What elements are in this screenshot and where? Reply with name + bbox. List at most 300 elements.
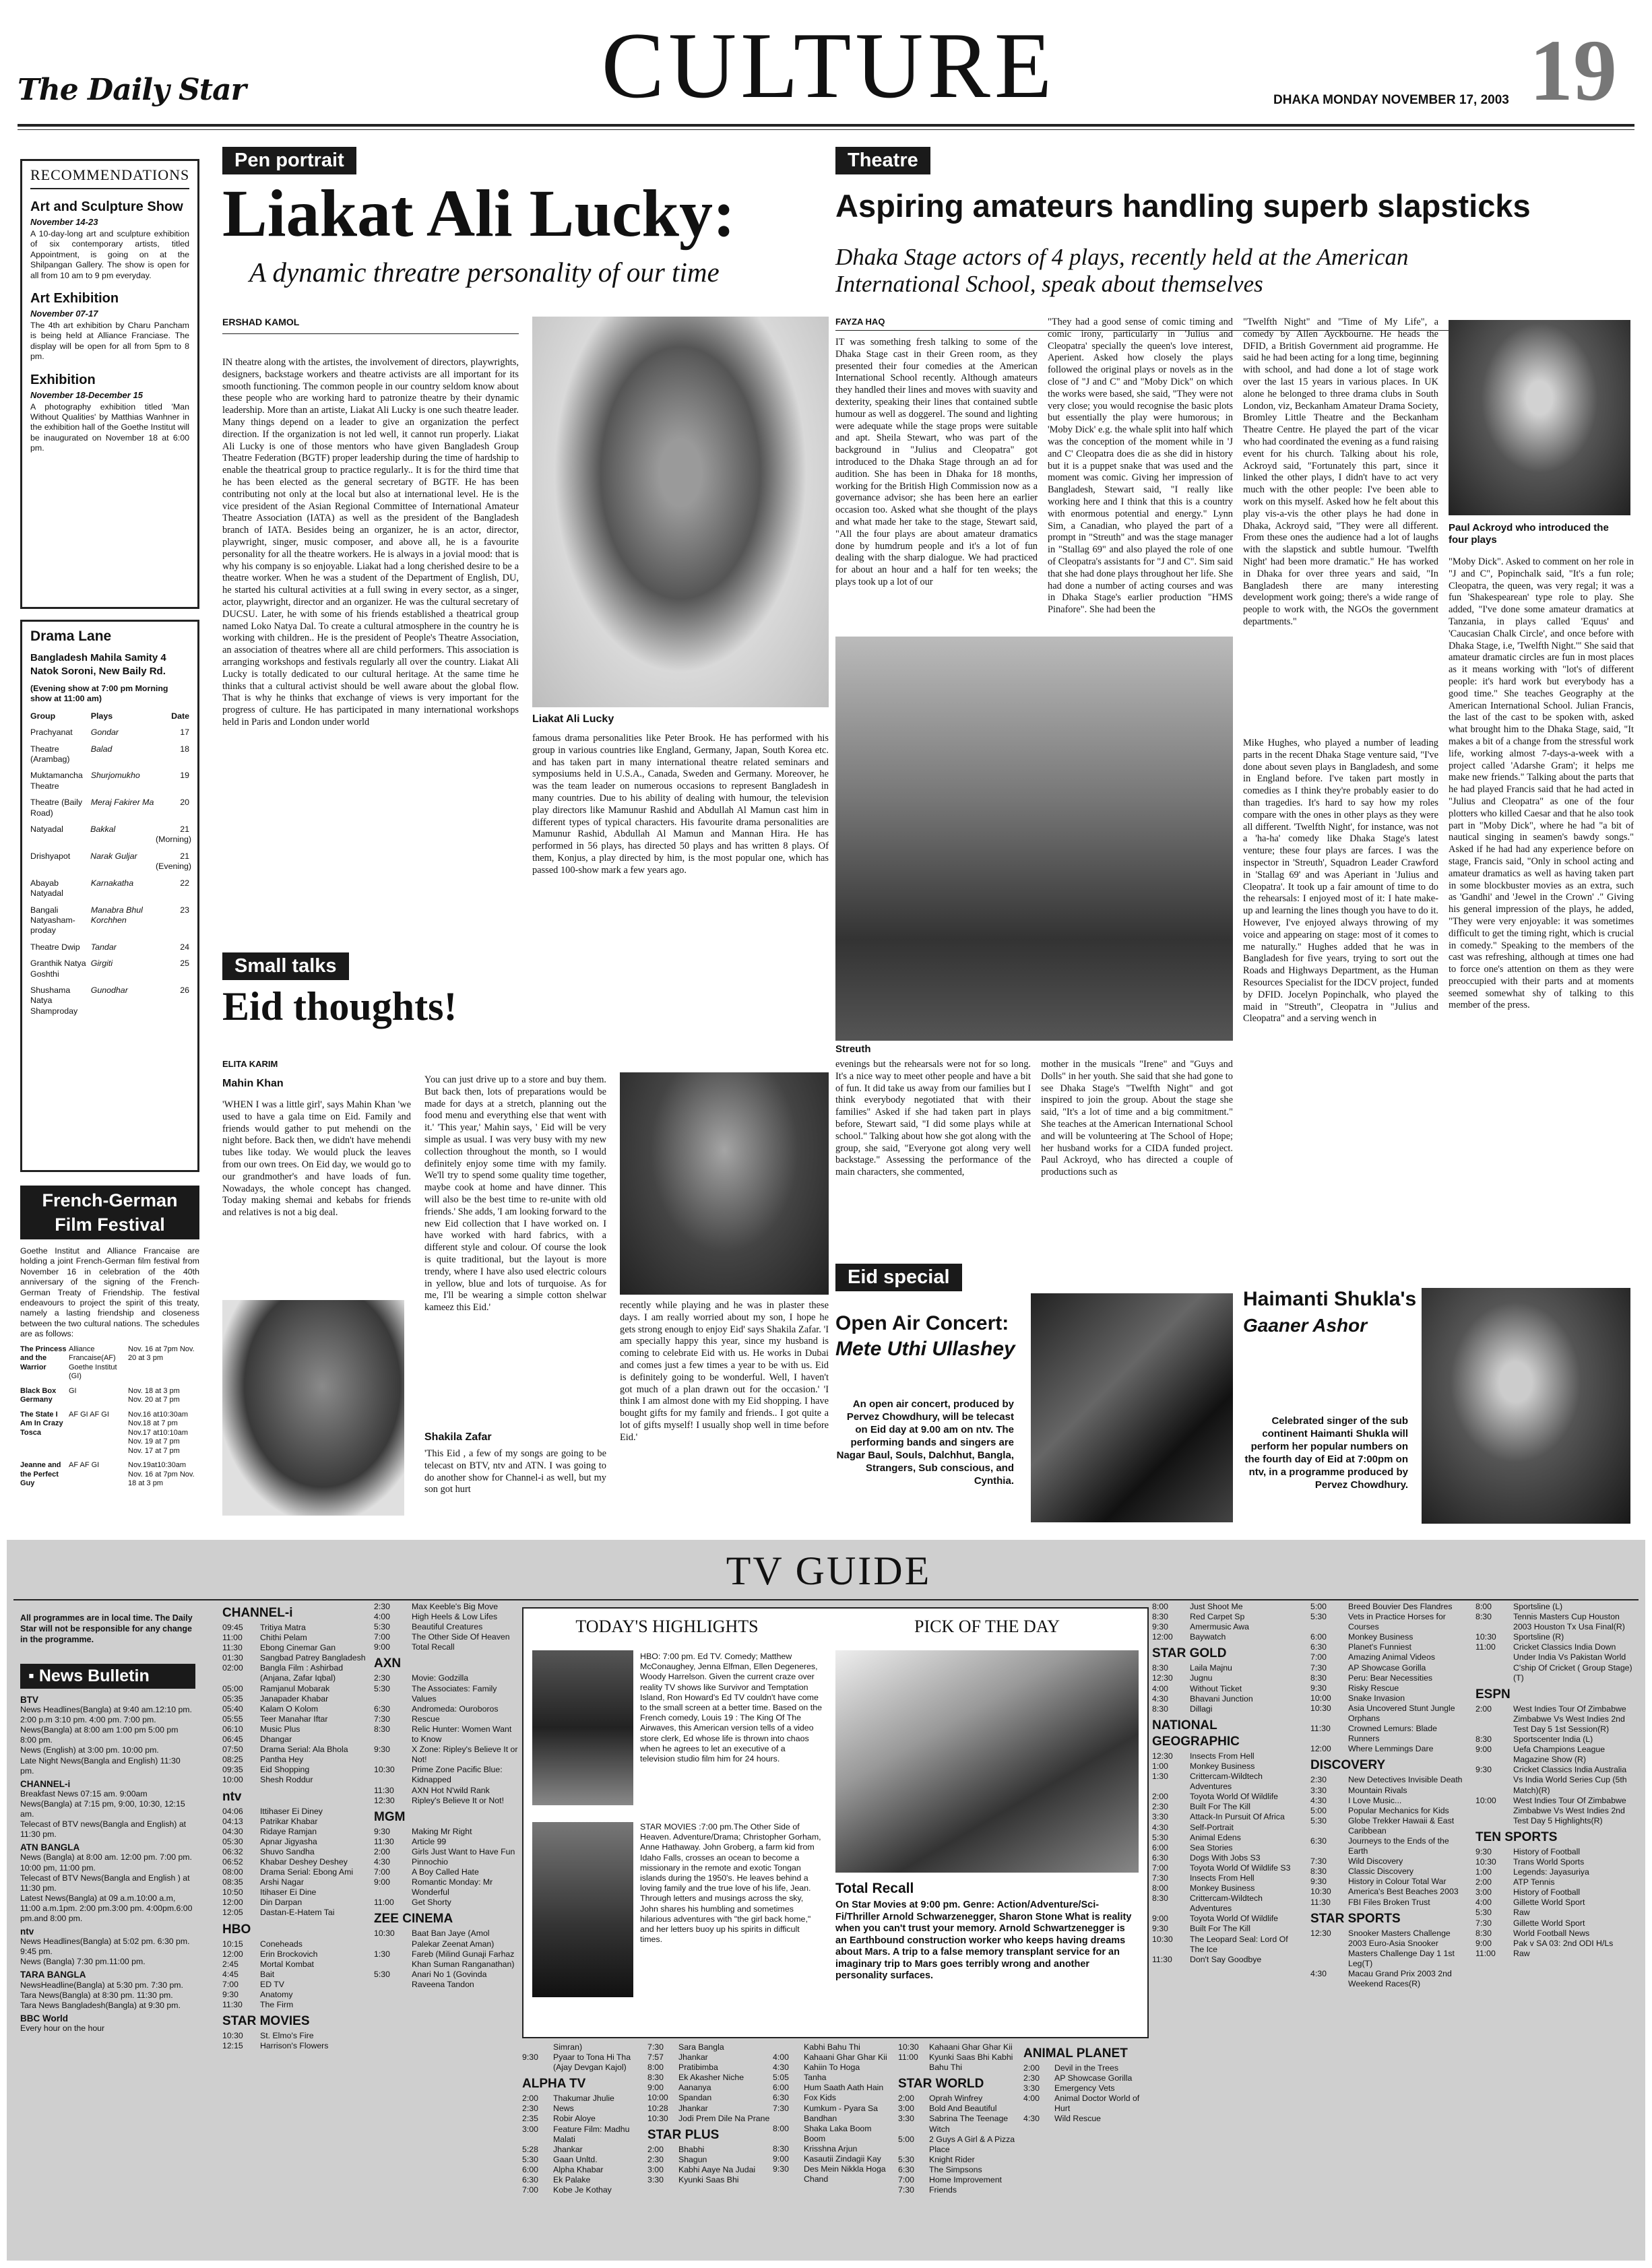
schedule-program: Relic Hunter: Women Want to Know [412,1724,512,1745]
schedule-program: Shesh Roddur [260,1775,313,1785]
drama-date: 23 [180,905,189,915]
bulletin-line: Breakfast News 07:15 am. 9:00am [20,1788,148,1799]
schedule-time: 6:30 [374,1704,390,1714]
channel-name: ntv [222,1789,242,1804]
bulletin-line: Telecast of BTV news(Bangla and English) at 11:30 pm. [20,1819,187,1840]
schedule-program: Gillette World Sport [1513,1898,1585,1908]
page-number: 19 [1529,22,1617,119]
drama-row [30,905,189,936]
schedule-program: Kahaani Ghar Ghar Kii [929,2042,1013,2052]
concert-text: An open air concert, produced by Pervez Chowdhury, will be telecast on Eid day at 9.00 am on ntv. The performing bands and singers are Nagar Baul, Souls, Dalchhut, Bangla, Strangers, Sub conscious, and Cynthia. [836,1398,1014,1487]
schedule-row [522,2114,645,2124]
schedule-time: 11:30 [222,1643,243,1653]
schedule-time: 8:30 [374,1724,390,1734]
drama-row [30,959,189,979]
bulletin-line: News Headlines(Bangla) at 5:02 pm. 6:30 pm. 9:45 pm. [20,1937,190,1957]
schedule-row [522,2052,645,2073]
rec-date: November 07-17 [30,309,98,319]
schedule-program: Kahiin To Hoga [804,2063,860,2073]
schedule-program: Self-Portrait [1190,1822,1234,1832]
bulletin-line: News (Bangla) 7:30 pm.11:00 pm. [20,1957,146,1967]
schedule-time: 9:00 [374,1642,390,1652]
schedule-time: 11:30 [374,1836,394,1846]
tv-guide-title: TV GUIDE [726,1549,932,1593]
mahin-khan-photo [222,1300,404,1516]
theatre-body-col1: IT was something fresh talking to some of the Dhaka Stage cast in their Green room, as they presented their four comedies at the American International School recently. Although amateurs they handled their lines and moves with suavity and dexterity, speaking their lines that contained subtle humour as well as doggerel. The sound and lighting were adequate while the stage props were suitable and apt. Sheila Stewart, who was part of the background in "Julius and Cleopatra" got introduced to the Dhaka Stage through an ad for audition. She has been in Dhaka for 18 months, working for the British High Commission now as a governance advisor; she has been here an earlier occasion too. Asked what she thought of the plays and what made her take to the stage, Stewart said, "All the four plays are about amateur dramatics done by humdrum people and it's a lot of fun dealing with the sharp dialogue. We had practiced for about an hour and a half for ten weeks; the plays took up a lot of our [835,337,1038,587]
schedule-program: Drama Serial: Ebong Ami [260,1867,354,1877]
film-dates: Nov. 18 at 3 pm Nov. 20 at 7 pm [128,1386,180,1404]
schedule-time: 2:30 [647,2154,664,2164]
schedule-row [1310,1744,1469,1754]
schedule-row [222,1939,367,1949]
schedule-row [1023,2063,1146,2073]
eid-body-col2b: 'This Eid , a few of my songs are going to be telecast on BTV, ntv and ATN. I was going to do another show for Channel-i as well, but my son got hurt [424,1448,606,1495]
schedule-program: Hum Saath Aath Hain [804,2083,884,2093]
portrait-photo-caption: Liakat Ali Lucky [532,713,614,725]
schedule-row [773,2164,895,2184]
tv-column-2 [374,1602,519,1990]
drama-play: Gondar [90,727,119,738]
schedule-row [1152,1612,1304,1622]
schedule-row [222,1990,367,2000]
highlight-ed-tv: HBO: 7:00 pm. Ed TV. Comedy; Matthew McConaughey, Jenna Elfman, Ellen Degeneres, Woody Harrelson. Given the current craze over reality TV shows like Survivor and Temptation Island, Ron Howard's Ed TV couldn't have come to the small screen at a better time. Based on the French comedy, Louis 19 : The King Of The Airwaves, this American version tells of a video store clerk, Ed whose life is thrown into chaos when he agrees to let an executive of a television studio film him for 24 hours. [640,1652,822,1764]
schedule-program: Arshi Nagar [260,1877,304,1887]
schedule-row [1310,1898,1469,1908]
channel-name: STAR WORLD [898,2077,984,2092]
schedule-row [1152,1694,1304,1704]
schedule-time: 10:30 [1310,1887,1331,1897]
drama-date: 24 [180,942,189,952]
bulletin-line: Every hour on the hour [20,2023,105,2033]
schedule-program: Insects From Hell [1190,1751,1254,1761]
schedule-program: Teer Manahar Iftar [260,1714,328,1724]
schedule-row [1152,1802,1304,1812]
schedule-row [374,1837,519,1847]
schedule-row [647,2052,770,2063]
schedule-program: History in Colour Total War [1348,1877,1447,1887]
tv-disclaimer: All programmes are in local time. The Daily Star will not be responsible for any change in the programme. [20,1613,193,1644]
rec-text: The 4th art exhibition by Charu Pancham is being held at Alliance Franciase. The display will be open for all from 5pm to 8 pm. [30,321,189,362]
schedule-program: High Heels & Low Lifes [412,1612,498,1622]
tv-bottom-column [773,2042,895,2184]
schedule-program: Laila Majnu [1190,1663,1232,1673]
schedule-time: 4:30 [374,1856,390,1867]
schedule-row [1475,1642,1637,1683]
schedule-program: Rescue [412,1714,440,1724]
schedule-program: Sabrina The Teenage Witch [929,2114,1009,2134]
schedule-program: Don't Say Goodbye [1190,1954,1262,1964]
schedule-time: 5:30 [374,1969,390,1979]
schedule-time: 8:30 [1475,1735,1492,1745]
schedule-time [522,2042,553,2052]
channel-name: AXN [374,1656,402,1671]
eid-body-col1: 'WHEN I was a little girl', says Mahin Khan 'we used to have a gala time on Eid. Family and friends would gather to put mehendi on the night before. Back then, we didn't have mehendi tubes like today. We would pluck the leaves from our own trees. On Eid day, we would go to our grandmother's and have loads of fun. Nowadays, the whole concept has changed. Today making shemai and kebabs for friends and relatives is not a big deal. [222,1099,411,1219]
schedule-program: 2 Guys A Girl & A Pizza Place [929,2134,1015,2154]
schedule-program: Trans World Sports [1513,1856,1585,1867]
rec-text: A photography exhibition titled 'Man Without Qualities' by Matthias Wanhner in the exhibition hall of the Goethe Institut will be inaugurated on November 18 at 6:00 pm. [30,401,189,453]
drama-group: Prachyanat [30,727,73,738]
schedule-row [374,1929,519,1949]
schedule-row [222,1765,367,1775]
schedule-time: 5:30 [1310,1612,1327,1622]
schedule-program: Oprah Winfrey [929,2094,983,2104]
schedule-time: 8:00 [1475,1602,1492,1611]
channel-name: DISCOVERY [1310,1758,1386,1773]
schedule-program: Globe Trekker Hawaii & East Caribbean [1348,1815,1455,1836]
tv-column-3 [1152,1602,1304,1965]
concert-photo [1031,1293,1233,1522]
bulletin-line: Telecast of BTV News(Bangla and English ) at 11:30 pm. [20,1873,190,1893]
schedule-time: 7:00 [1152,1862,1168,1873]
schedule-program: Kahaani Ghar Ghar Kii [804,2052,887,2063]
schedule-row [522,2175,645,2185]
schedule-row [1310,1632,1469,1642]
schedule-program: Chithi Pelam [260,1633,307,1643]
schedule-program: Shagun [678,2154,707,2164]
schedule-row [222,1775,367,1785]
schedule-row [222,1724,367,1735]
schedule-row [222,1684,367,1694]
schedule-row [647,2145,770,2155]
schedule-row [1152,1883,1304,1893]
schedule-program: Ramjanul Mobarak [260,1683,330,1693]
schedule-time: 2:00 [1475,1704,1492,1714]
schedule-row [1152,1772,1304,1792]
theatre-byline: FAYZA HAQ [835,317,885,327]
schedule-program: Total Recall [412,1642,455,1652]
film-venue: AF AF GI [69,1461,100,1470]
schedule-time: 8:30 [1152,1893,1168,1904]
schedule-time: 4:00 [773,2052,789,2063]
schedule-time: 11:30 [222,2000,243,2010]
schedule-time: 7:30 [773,2103,789,2113]
schedule-program: The Simpsons [929,2164,982,2174]
schedule-row [374,1673,519,1683]
schedule-time: 10:30 [374,1929,395,1939]
schedule-time: 7:30 [1152,1873,1168,1883]
schedule-time: 4:30 [1310,1795,1327,1805]
pen-portrait-kicker: Pen portrait [222,147,356,174]
highlight-other-side: STAR MOVIES :7:00 pm.The Other Side of Heaven. Adventure/Drama; Christopher Gorham, Anne Hathaway. John Groberg, a farm kid from Idaho Falls, crosses an ocean to become a missionary in the remote and exotic Tongan islands during the 1950's. He leaves behind a loving family and the true love of his life, Jean. Through letters and musings across the sky, John shares his humbling and sometimes hilarious adventures with "the girl back home," and her letters buoy up his spirits in difficult times. [640,1822,821,1945]
schedule-time: 10:30 [898,2042,919,2052]
schedule-row [1310,1663,1469,1673]
schedule-row [222,1755,367,1765]
schedule-time: 01:30 [222,1653,243,1663]
drama-date: 18 [180,744,189,754]
total-recall-photo [835,1650,1139,1873]
drama-play: Gunodhar [90,985,128,995]
schedule-row [1310,1929,1469,1969]
schedule-row [222,1970,367,1980]
schedule-program: Emergency Vets [1054,2083,1115,2094]
schedule-row [1475,1908,1637,1918]
portrait-body-col1: IN theatre along with the artistes, the involvement of directors, playwrights, designers, backstage workers and theatre activists are all important for its smooth functioning. The common people in our country seldom know about these people who are working hard to patronize theatre by their dynamic leadership. More than an artiste, Liakat Ali Lucky is one such theatre leader. Many things depend on a leader to give an organization the perfect direction. If the organization is not led well, it cannot run properly. Liakat Ali Lucky is one of those mentors who have given Bangladesh Group Theatre Federation (BGTF) proper leadership during the time of hardship to enable the theatrical group to practice regularly.. It is for the third time that he has been elected as the general secretary of BGTF. He has been contributing not only at the local but also at international level. He is the vice president of the Asian Regional Committee of International Amateur Theatre Association (IATA) as well as the president of the Bangladesh branch of IATA. Besides being an organizer, he is an actor, director, playwright, singer, music composer, and above all, he is a favourite personality for all the theatre workers. He is always in a jovial mood: that is why his company is so enjoyable. Liakat had a long cherished desire to be a theatre worker. When he was a student of the Department of English, DU, he started his cultural activities at a full swing in every sector, as a singer, actor, playwright, director and an organizer. He was the cultural secretary of DUCSU. Later, he with some of his friends established a theatrical group named Loko Natya Dal. To create a cultural atmosphere in the country he is working with children.. He is the president of People's Theatre Association, an association of theatres where all are child performers. This association is arranging workshops and festivals regularly all over the country. Liakat Ali Lucky is totally dedicated to our cultural heritage. At the same time he thinks that a cultural activist should be well aware about the global flow. That is why he thinks that exchange of views is very important for the progress of culture. He has participated in many international workshops held in Paris and London under world [222,357,519,727]
schedule-time: 9:00 [1475,1938,1492,1948]
schedule-row [1475,1704,1637,1735]
schedule-time: 8:30 [1310,1867,1327,1877]
schedule-row [898,2042,1021,2052]
schedule-row [647,2114,770,2124]
schedule-row [374,1602,519,1612]
schedule-program: Bold And Beautiful [929,2104,997,2114]
film-title: The Princess and the Warrior [20,1344,67,1371]
schedule-program: Des Mein Nikkla Hoga Chand [804,2164,886,2184]
schedule-program: Patrikar Khabar [260,1816,318,1826]
schedule-row [1023,2114,1146,2124]
schedule-row [522,2185,645,2195]
schedule-time: 10:00 [222,1775,243,1785]
drama-venue: Bangladesh Mahila Samity 4 Natok Soroni, New Baily Rd. [30,652,166,677]
eid-byline: ELITA KARIM [222,1059,278,1069]
schedule-time: 9:30 [374,1826,390,1836]
schedule-row [1475,1847,1637,1857]
schedule-time: 8:00 [1152,1883,1168,1893]
schedule-row [1310,1642,1469,1652]
schedule-time: 04:30 [222,1826,243,1836]
schedule-row [1310,1856,1469,1867]
channel-name: TEN SPORTS [1475,1829,1558,1844]
schedule-program: Animal Edens [1190,1832,1241,1842]
schedule-row [222,1867,367,1877]
schedule-time: 4:30 [1152,1822,1168,1832]
schedule-row [773,2052,895,2063]
schedule-program: Tennis Masters Cup Houston 2003 Houston Tx Usa Final(R) [1513,1612,1625,1632]
schedule-row [1023,2073,1146,2083]
film-row [20,1345,199,1382]
schedule-row [1475,1877,1637,1887]
portrait-byline: ERSHAD KAMOL [222,317,300,327]
schedule-program: Wild Rescue [1054,2114,1102,2124]
drama-date: 19 [180,771,189,781]
schedule-time: 11:00 [898,2052,918,2063]
schedule-program: Baywatch [1190,1632,1226,1642]
schedule-program: Anatomy [260,1990,293,1999]
schedule-row [1475,1887,1637,1898]
drama-play: Bakkal [90,824,116,835]
schedule-time [773,2042,804,2052]
schedule-row [1152,1863,1304,1873]
schedule-program: Sportsline (R) [1513,1632,1564,1642]
schedule-time: 2:30 [1310,1775,1327,1785]
schedule-row [898,2052,1021,2073]
channel-name: NATIONAL GEOGRAPHIC [1152,1718,1240,1749]
dateline: DHAKA MONDAY NOVEMBER 17, 2003 [1273,93,1509,107]
portrait-deck: A dynamic threatre personality of our time [249,257,720,288]
schedule-time: 9:30 [374,1745,390,1755]
eid-special-kicker: Eid special [835,1264,962,1291]
schedule-time: 7:00 [522,2185,538,2195]
schedule-time: 3:30 [1152,1812,1168,1822]
eid-headline: Eid thoughts! [222,984,457,1029]
schedule-row [374,1745,519,1765]
drama-group: Theatre (Arambag) [30,744,70,765]
schedule-program: Krisshna Arjun [804,2143,858,2153]
theatre-kicker: Theatre [835,147,930,174]
schedule-row [374,1898,519,1908]
schedule-time: 10:30 [374,1765,395,1775]
schedule-row [1310,1612,1469,1632]
schedule-time: 2:30 [1023,2073,1040,2083]
schedule-time: 9:00 [1152,1914,1168,1924]
rec-heading: Art and Sculpture Show [30,199,183,214]
schedule-time: 7:00 [222,1979,239,1989]
schedule-program: The Other Side Of Heaven [412,1632,510,1642]
schedule-program: Where Lemmings Dare [1348,1744,1434,1754]
schedule-program: AP Showcase Gorilla [1348,1662,1426,1673]
schedule-time: 6:00 [773,2083,789,2093]
schedule-time: 5:30 [374,1622,390,1632]
schedule-row [374,1642,519,1652]
drama-row [30,851,192,872]
schedule-row [222,1714,367,1724]
haimanti-photo [1422,1288,1630,1524]
schedule-row [222,1827,367,1837]
drama-row [30,727,189,738]
drama-group: Theatre Dwip [30,942,80,952]
schedule-row [222,1877,367,1887]
schedule-program: ATP Tennis [1513,1877,1555,1887]
schedule-time: 12:00 [1152,1632,1173,1642]
schedule-time: 10:00 [1475,1795,1496,1805]
schedule-row [1310,1602,1469,1612]
schedule-time: 6:30 [898,2164,914,2174]
schedule-program: Crittercam-Wildtech Adventures [1190,1893,1263,1914]
drama-play: Manabra Bhul Korchhen [90,905,143,925]
schedule-time: 5:30 [898,2154,914,2164]
schedule-program: Dogs With Jobs S3 [1190,1852,1261,1862]
drama-show-times: (Evening show at 7:00 pm Morning show at 11:00 am) [30,684,168,704]
schedule-time: 2:00 [1023,2063,1040,2073]
schedule-program: Sangbad Patrey Bangladesh [260,1653,366,1663]
schedule-program: Itihaser Ei Dine [260,1887,317,1898]
schedule-time: 02:00 [222,1663,243,1673]
concert-headline-sub: Mete Uthi Ullashey [835,1338,1015,1360]
schedule-row [222,1633,367,1643]
schedule-time: 2:00 [647,2144,664,2154]
schedule-row [222,2031,367,2041]
theatre-low-col1: evenings but the rehearsals were not for so long. It's a nice way to meet other people and have a bit of fun. It did take us away from our families but I think everybody negotiated that with their families" Asked if she had taken part in plays before, Stewart said, "I did some plays while at school." Talking about how she got along with the group, she said, "Everyone got along very well backstage." Assessing the performance of the main characters, she commented, [835,1059,1031,1178]
schedule-time: 8:30 [1475,1928,1492,1938]
schedule-time: 06:52 [222,1856,243,1867]
schedule-row [374,1877,519,1898]
schedule-row [1152,1873,1304,1883]
schedule-row [1152,1955,1304,1965]
schedule-time: 6:00 [1310,1632,1327,1642]
film-dates: Nov.19at10:30am Nov. 16 at 7pm Nov. 18 at 3 pm [128,1461,195,1488]
schedule-time: 11:30 [374,1785,394,1795]
schedule-row [1475,1949,1637,1959]
schedule-time: 9:30 [1475,1846,1492,1856]
schedule-row [1475,1632,1637,1642]
schedule-time: 11:30 [1310,1724,1331,1734]
schedule-time: 1:00 [1152,1761,1168,1771]
schedule-program: West Indies Tour Of Zimbabwe Zimbabwe Vs West Indies 2nd Test Day 5 1st Session(R) [1513,1704,1626,1734]
schedule-time: 10:00 [647,2093,668,2103]
schedule-time: 5:30 [1475,1908,1492,1918]
schedule-row [222,1735,367,1745]
schedule-time: 11:30 [1310,1897,1331,1907]
schedule-time: 2:35 [522,2114,538,2124]
schedule-time: 9:00 [374,1877,390,1887]
schedule-program: Snooker Masters Challenge 2003 Euro-Asia Snooker Masters Challenge Day 1 1st Leg(T) [1348,1928,1455,1968]
schedule-time: 5:00 [898,2134,914,2144]
drama-play: Tandar [90,942,117,952]
haimanti-text: Celebrated singer of the sub continent Haimanti Shukla will perform her popular numbers on the fourth day of Eid at 7:00pm on ntv, in a programme produced by Pervez Chowdhury. [1244,1415,1408,1491]
schedule-program: New Detectives Invisible Death [1348,1775,1463,1785]
schedule-program: Pyaar to Tona Hi Tha (Ajay Devgan Kajol) [553,2052,631,2073]
schedule-time: 11:00 [1475,1948,1496,1958]
schedule-time: 3:30 [1310,1785,1327,1795]
schedule-row [773,2124,895,2144]
pick-title-total-recall: Total Recall [835,1881,914,1896]
schedule-row [1475,1857,1637,1867]
schedule-program: The Associates: Family Values [412,1683,497,1704]
bulletin-line: NewsHeadline(Bangla) at 5:30 pm. 7:30 pm. [20,1980,183,1990]
schedule-program: Dillagi [1190,1704,1213,1714]
schedule-row [1023,2094,1146,2114]
schedule-program: Anari No 1 (Govinda Raveena Tandon [412,1969,487,1989]
bulletin-channel: TARA BANGLA [20,1970,86,1980]
schedule-program: Jhankar [553,2144,583,2154]
schedule-program: Without Ticket [1190,1683,1242,1693]
schedule-program: Uefa Champions League Magazine Show (R) [1513,1745,1606,1765]
rec-date: November 14-23 [30,217,98,227]
schedule-row [647,2093,770,2103]
schedule-program: Dastan-E-Hatem Tai [260,1908,335,1918]
schedule-row [222,1847,367,1857]
schedule-row [222,1949,367,1959]
schedule-program: Insects From Hell [1190,1873,1254,1883]
schedule-row [374,1632,519,1642]
schedule-time: 09:45 [222,1623,243,1632]
rec-date: November 18-December 15 [30,389,143,400]
schedule-row [522,2165,645,2175]
bullet-icon: ▪ [28,1666,39,1685]
theatre-low-col2: mother in the musicals "Irene" and "Guys and Dolls" in her youth. She said that she had gone to see Dhaka Stage's "Twelfth Night" and got inspired to join the group. About the stage she said, "It's a lot of time and a big commitment." She teaches at the American International School and will be volunteering at The School of Hope; her husband works for a CIDA funded project. Paul Ackroyd, who has directed a couple of productions such as [1041,1059,1233,1178]
schedule-time: 7:30 [1310,1856,1327,1867]
schedule-program: Dhangar [260,1735,292,1745]
schedule-program: A Boy Called Hate [412,1867,479,1877]
schedule-time: 11:30 [1152,1954,1172,1964]
schedule-time: 9:30 [1152,1924,1168,1934]
schedule-row [1310,1786,1469,1796]
schedule-row [222,2000,367,2010]
schedule-row [1475,1898,1637,1908]
schedule-time: 3:30 [1023,2083,1040,2094]
schedule-program: Monkey Business [1190,1883,1255,1893]
schedule-row [374,1970,519,1990]
schedule-program: Risky Rescue [1348,1683,1399,1693]
schedule-program: Harrison's Flowers [260,2041,329,2051]
schedule-row [1152,1893,1304,1914]
schedule-program: Mortal Kombat [260,1959,314,1969]
schedule-time: 9:30 [522,2052,538,2063]
schedule-row [374,1714,519,1724]
schedule-row [1310,1775,1469,1785]
schedule-time: 7:00 [1310,1652,1327,1662]
drama-row [30,985,189,1016]
schedule-program: St. Elmo's Fire [260,2031,314,2041]
eid-body-col3: recently while playing and he was in plaster these days. I am really worried about my son, I hope he gets strong enough to enjoy Eid' says Shakila Zafar. 'I am specially happy this year, since my husband is coming to celebrate Eid with us. He works in Dubai and comes just a few times a year to be with us. Eid is definitely going to be wonderful. Well, I haven't got much of a plan drawn out for the occasion.' 'I think I am almost done with my Eid shopping. I have bought gifts for my family and friends.. I got quite a lot of gifts myself! I usually shop well in time before Eid.' [620,1300,829,1443]
schedule-row [522,2042,645,2052]
schedule-row [773,2042,895,2052]
schedule-program: Khabar Deshey Deshey [260,1856,348,1867]
schedule-program: Girls Just Want to Have Fun [412,1846,515,1856]
logo: The Daily Star [18,73,246,107]
schedule-program: Aananya [678,2083,711,2093]
ackroyd-photo-caption: Paul Ackroyd who introduced the four plays [1449,522,1609,546]
schedule-program: X Zone: Ripley's Believe It or Not! [412,1745,518,1765]
